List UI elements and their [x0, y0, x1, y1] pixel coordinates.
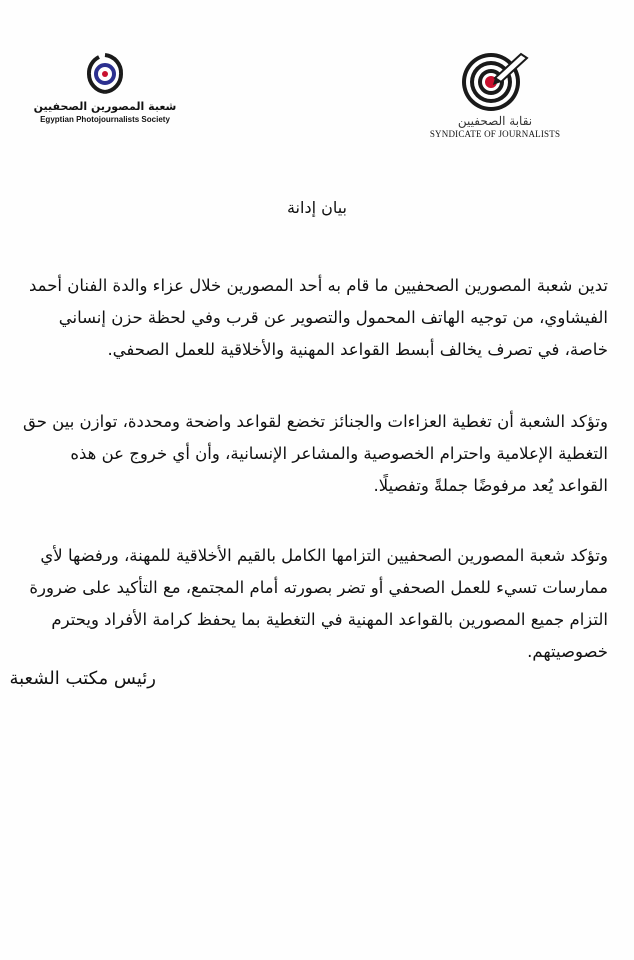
paragraph-coverage-rules: وتؤكد الشعبة أن تغطية العزاءات والجنائز تخضع لقواعد واضحة ومحددة، توازن بين حق التغطية الإعلامية واحترام الخصوصية والمشاعر الإنسانية، وأن أي خروج عن هذه القواعد يُعد مرفوضًا جملةً وتفصيلًا.: [22, 412, 608, 495]
photojournalists-society-letterhead: [30, 52, 180, 124]
syndicate-english-name: SYNDICATE OF JOURNALISTS: [429, 129, 561, 139]
statement-title: بيان إدانة: [286, 198, 348, 217]
signature-line: رئيس مكتب الشعبة: [9, 668, 156, 689]
paragraph-condemnation: تدين شعبة المصورين الصحفيين ما قام به أحد المصورين خلال عزاء والدة الفنان أحمد الفيشاوي، من توجيه الهاتف المحمول والتصوير عن قرب وفي لحظة حزن إنساني خاصة، في تصرف يخالف أبسط القواعد المهنية والأخلاقية للعمل الصحفي.: [29, 276, 608, 359]
paragraph-commitment: وتؤكد شعبة المصورين الصحفيين التزامها الكامل بالقيم الأخلاقية للمهنة، ورفضها لأي ممارسات تسيء للعمل الصحفي أو تضر بصورته أمام المجتمع، مع التأكيد على ضرورة التزام جميع المصورين بالقواعد المهنية في التغطية بما يحفظ كرامة الأفراد ويحترم خصوصيتهم.: [29, 546, 608, 661]
syndicate-letterhead: [420, 48, 570, 139]
aperture-logo-icon: [85, 52, 125, 96]
syndicate-arabic-name: نقابة الصحفيين: [457, 114, 533, 128]
left-org-english-name: Egyptian Photojournalists Society: [40, 115, 170, 124]
target-pen-logo-icon: [455, 48, 535, 114]
left-org-arabic-name: شعبة المصورين الصحفيين: [33, 100, 177, 113]
